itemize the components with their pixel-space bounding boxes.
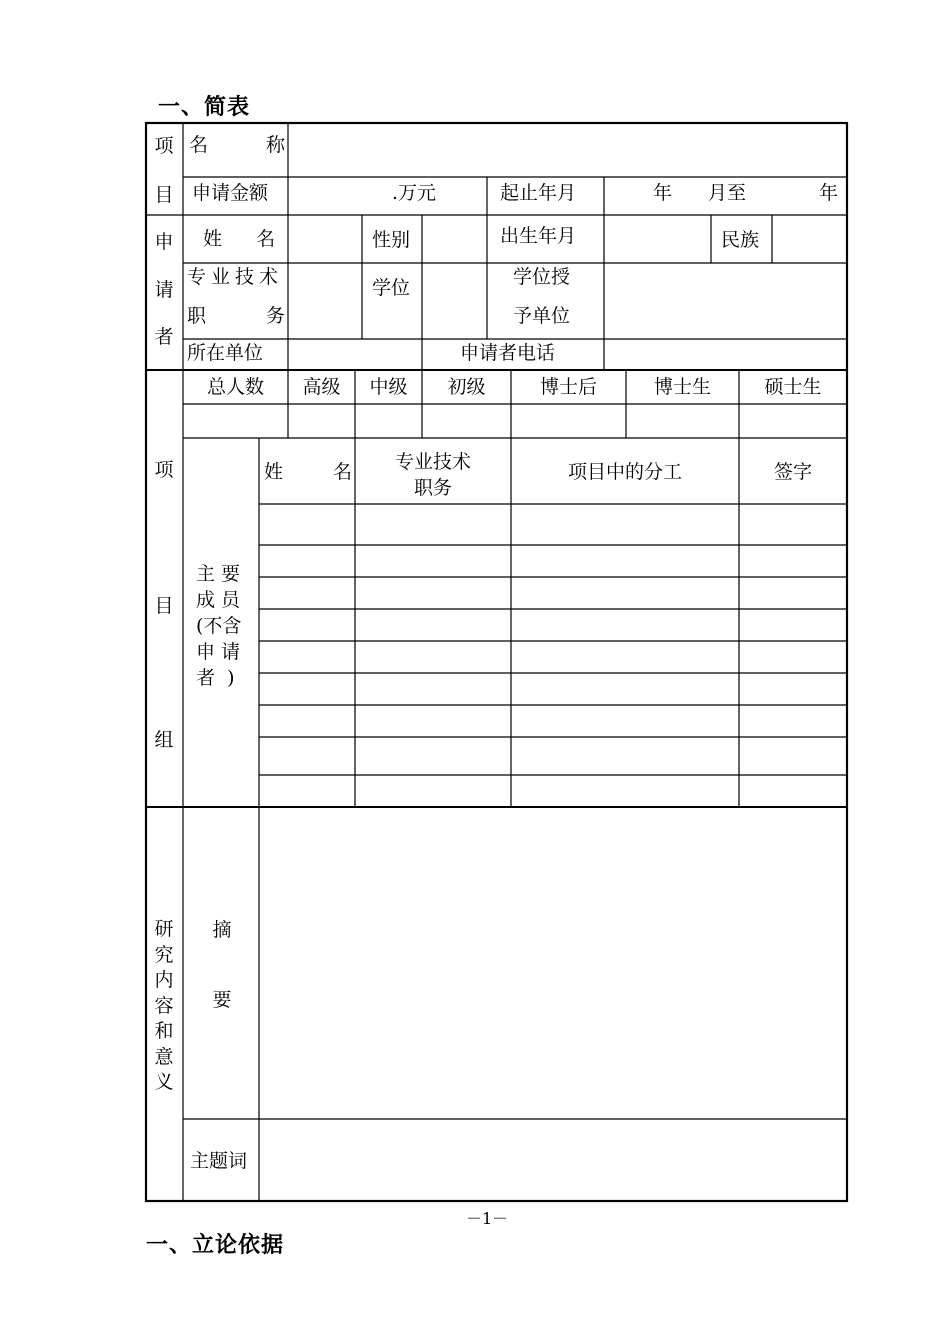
research-label-char-2: 究 [154,943,174,966]
member-header-name [264,463,352,482]
member-role-cell[interactable] [513,777,737,805]
page-number: －1－ [466,1209,509,1228]
amount-unit: .万元 [392,182,437,204]
keywords-label: 主题词 [190,1150,248,1172]
period-field[interactable] [606,184,846,206]
member-signature-cell[interactable] [741,547,845,575]
team-group-label-1: 项 [154,459,174,481]
keywords-field[interactable] [262,1122,844,1198]
member-role-cell[interactable] [513,675,737,703]
team-group-label-3: 组 [154,729,174,751]
applicant-group-label-3: 者 [154,326,174,348]
period-token-year-start: 年 [653,182,673,204]
member-role-cell[interactable] [513,506,737,543]
project-name-label [189,136,285,155]
members-label-line-2: 成 员 [196,589,241,611]
count-value-senior[interactable] [288,411,355,433]
member-title-cell[interactable] [357,777,509,805]
applicant-name-field[interactable] [292,230,358,252]
member-role-cell[interactable] [513,707,737,735]
professional-title-label-part-2: 务 [265,305,285,327]
member-name-cell[interactable] [261,579,353,607]
degree-label: 学位 [372,277,411,299]
birth-label: 出生年月 [500,225,577,247]
member-name-cell[interactable] [261,739,353,773]
section-title-summary: 一、简表 [158,95,251,120]
member-signature-cell[interactable] [741,777,845,805]
degree-org-label-line-1: 学位授 [513,266,571,288]
member-role-cell[interactable] [513,579,737,607]
birth-field[interactable] [608,230,708,252]
member-header-title [355,449,511,501]
count-value-total[interactable] [183,411,288,433]
abstract-field[interactable] [262,810,844,1116]
degree-org-label-line-2: 予单位 [513,305,571,327]
members-label-line-4: 申 请 [196,641,241,663]
count-header-postdoc: 博士后 [539,376,597,398]
count-value-master[interactable] [739,411,847,433]
project-name-label-part-1: 名 [189,134,209,156]
phone-field[interactable] [608,344,844,366]
member-role-cell[interactable] [513,547,737,575]
count-header-master: 硕士生 [764,376,822,398]
member-title-cell[interactable] [357,547,509,575]
member-name-cell[interactable] [261,611,353,639]
member-title-cell[interactable] [357,611,509,639]
member-signature-cell[interactable] [741,579,845,607]
member-signature-cell[interactable] [741,707,845,735]
members-label-line-3: (不含 [196,615,242,637]
period-token-year-end: 年 [819,182,839,204]
research-label-char-4: 容 [154,994,174,1017]
count-value-phd[interactable] [626,411,739,433]
member-header-name-part-1: 姓 [264,461,284,483]
count-header-phd: 博士生 [653,376,711,398]
member-title-cell[interactable] [357,579,509,607]
members-label-line-5: 者 ) [196,667,235,689]
member-signature-cell[interactable] [741,643,845,671]
project-group-label-2: 目 [154,184,174,206]
ethnicity-field[interactable] [775,230,845,252]
organization-field[interactable] [292,344,418,366]
applicant-group-label-1: 申 [154,231,174,253]
member-name-cell[interactable] [261,643,353,671]
research-label-char-5: 和 [154,1020,174,1042]
gender-label: 性别 [372,229,411,251]
research-label-char-6: 意 [154,1045,174,1068]
member-title-cell[interactable] [357,506,509,543]
professional-title-field[interactable] [292,285,358,307]
member-role-cell[interactable] [513,643,737,671]
count-header-total: 总人数 [206,376,264,398]
count-value-intermediate[interactable] [355,411,422,433]
phone-label: 申请者电话 [460,342,556,364]
degree-org-field[interactable] [608,285,844,307]
applicant-name-label-part-1: 姓 [203,228,223,250]
gender-field[interactable] [425,230,483,252]
abstract-label-part-2: 要 [212,989,232,1011]
research-label-char-7: 义 [154,1071,174,1093]
member-role-cell[interactable] [513,739,737,773]
member-title-cell[interactable] [357,643,509,671]
project-name-field[interactable] [292,136,844,158]
count-value-postdoc[interactable] [511,411,626,433]
member-signature-cell[interactable] [741,739,845,773]
research-label-char-3: 内 [154,969,174,991]
member-title-cell[interactable] [357,675,509,703]
member-signature-cell[interactable] [741,675,845,703]
member-header-name-part-2: 名 [332,461,352,483]
member-signature-cell[interactable] [741,506,845,543]
member-header-title-line-2: 职务 [413,477,452,499]
professional-title-label-line-1 [187,268,285,287]
degree-field[interactable] [425,285,483,307]
period-label: 起止年月 [500,182,577,204]
applicant-name-label [203,230,275,249]
member-role-cell[interactable] [513,611,737,639]
section-title-rationale: 一、立论依据 [146,1233,285,1258]
amount-label: 申请金额 [192,182,269,204]
applicant-group-label-2: 请 [154,279,174,301]
professional-title-label-part-1: 职 [187,305,207,327]
members-label [196,561,241,691]
count-header-junior: 初级 [447,376,486,398]
member-title-cell[interactable] [357,707,509,735]
member-name-cell[interactable] [261,675,353,703]
period-token-month-to: 月至 [708,182,747,204]
members-label-line-1: 主 要 [196,563,241,585]
team-group-label-2: 目 [154,595,174,617]
member-name-cell[interactable] [261,547,353,575]
research-group-label [152,917,176,1096]
abstract-label-part-1: 摘 [212,919,232,941]
member-header-signature: 签字 [773,461,812,483]
member-name-cell[interactable] [261,707,353,735]
member-name-cell[interactable] [261,777,353,805]
professional-title-label-line-2 [187,307,285,326]
research-label-char-1: 研 [154,918,174,940]
count-header-senior: 高级 [302,376,341,398]
member-signature-cell[interactable] [741,611,845,639]
member-header-role: 项目中的分工 [567,461,682,483]
count-value-junior[interactable] [422,411,511,433]
member-name-cell[interactable] [261,506,353,543]
applicant-name-label-part-2: 名 [256,228,276,250]
project-name-label-part-2: 称 [265,134,285,156]
professional-title-label-text: 专业技术 [187,266,284,288]
member-title-cell[interactable] [357,739,509,773]
member-header-title-line-1: 专业技术 [394,451,471,473]
count-header-intermediate: 中级 [369,376,408,398]
ethnicity-label: 民族 [721,229,760,251]
project-group-label-1: 项 [154,135,174,157]
amount-field[interactable] [290,184,485,206]
organization-label: 所在单位 [187,342,264,364]
